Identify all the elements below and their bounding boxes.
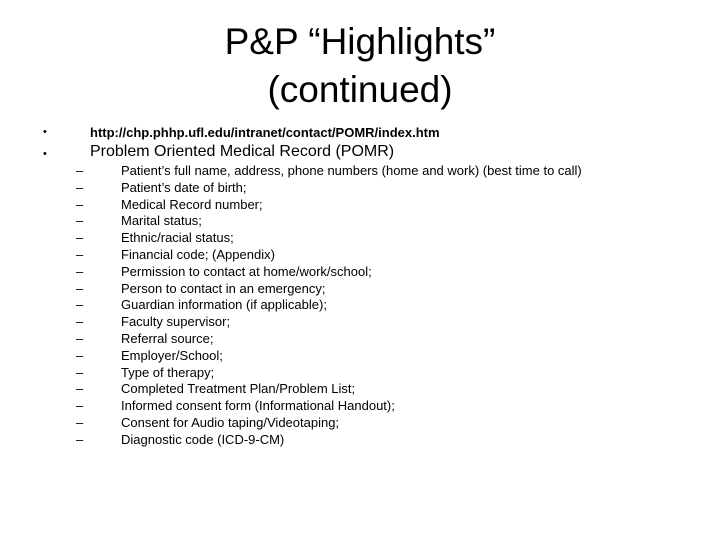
slide-title-line-1: P&P “Highlights” (224, 21, 496, 62)
list-item (0, 348, 720, 365)
list-item-text: Ethnic/racial status; (121, 230, 234, 246)
list-item (0, 331, 720, 348)
list-item-text: Permission to contact at home/work/school; (121, 263, 372, 279)
slide-title (0, 18, 720, 114)
dash-marker: – (76, 230, 84, 246)
list-item-text: Type of therapy; (121, 364, 215, 380)
slide-title-line-2: (continued) (267, 69, 453, 110)
dash-marker: – (76, 330, 84, 346)
list-item-text: Patient’s date of birth; (121, 179, 247, 195)
dash-marker: – (76, 163, 84, 178)
list-item (0, 197, 720, 214)
list-item (0, 398, 720, 415)
list-item (0, 163, 720, 180)
list-item (0, 213, 720, 230)
dash-marker: – (76, 213, 84, 229)
list-item (0, 281, 720, 298)
dash-marker: – (76, 398, 84, 414)
list-item (0, 432, 720, 449)
list-item (0, 230, 720, 247)
list-item-text: Person to contact in an emergency; (121, 280, 326, 296)
dash-marker: – (76, 297, 84, 313)
dash-marker: – (76, 263, 84, 279)
list-item-text: Financial code; (Appendix) (121, 246, 275, 262)
list-item (0, 180, 720, 197)
dash-marker: – (76, 280, 84, 296)
dash-marker: – (76, 431, 84, 447)
list-item (0, 264, 720, 281)
list-item-text: Employer/School; (121, 347, 223, 363)
dash-marker: – (76, 179, 84, 195)
list-item-text: Marital status; (121, 213, 202, 229)
list-item (0, 381, 720, 398)
list-item-text: Consent for Audio taping/Videotaping; (121, 414, 340, 430)
list-item-text: Informed consent form (Informational Handout); (121, 398, 395, 414)
list-item-text: Completed Treatment Plan/Problem List; (121, 381, 356, 397)
dash-marker: – (76, 364, 84, 380)
list-item-text: Faculty supervisor; (121, 314, 231, 330)
list-item (0, 365, 720, 382)
pomr-item-list (0, 163, 720, 449)
dash-marker: – (76, 246, 84, 262)
list-item (0, 247, 720, 264)
dash-marker: – (76, 196, 84, 212)
bullet-marker: • (43, 148, 47, 160)
dash-marker: – (76, 381, 84, 397)
list-item-text: Patient’s full name, address, phone numbers (home and work) (best time to call) (121, 163, 582, 178)
list-item (0, 314, 720, 331)
list-item-text: Guardian information (if applicable); (121, 297, 327, 313)
dash-marker: – (76, 347, 84, 363)
bullet-heading-row (0, 143, 720, 163)
dash-marker: – (76, 314, 84, 330)
pomr-heading: Problem Oriented Medical Record (POMR) (90, 143, 395, 160)
list-item-text: Medical Record number; (121, 196, 263, 212)
list-item-text: Diagnostic code (ICD-9-CM) (121, 431, 285, 447)
top-bullet-list (0, 124, 720, 163)
bullet-url-row (0, 124, 720, 143)
list-item (0, 415, 720, 432)
bullet-marker: • (43, 126, 47, 138)
list-item-text: Referral source; (121, 330, 214, 346)
url-link[interactable]: http://chp.phhp.ufl.edu/intranet/contact/POMR/index.htm (90, 125, 440, 140)
list-item (0, 297, 720, 314)
dash-marker: – (76, 414, 84, 430)
